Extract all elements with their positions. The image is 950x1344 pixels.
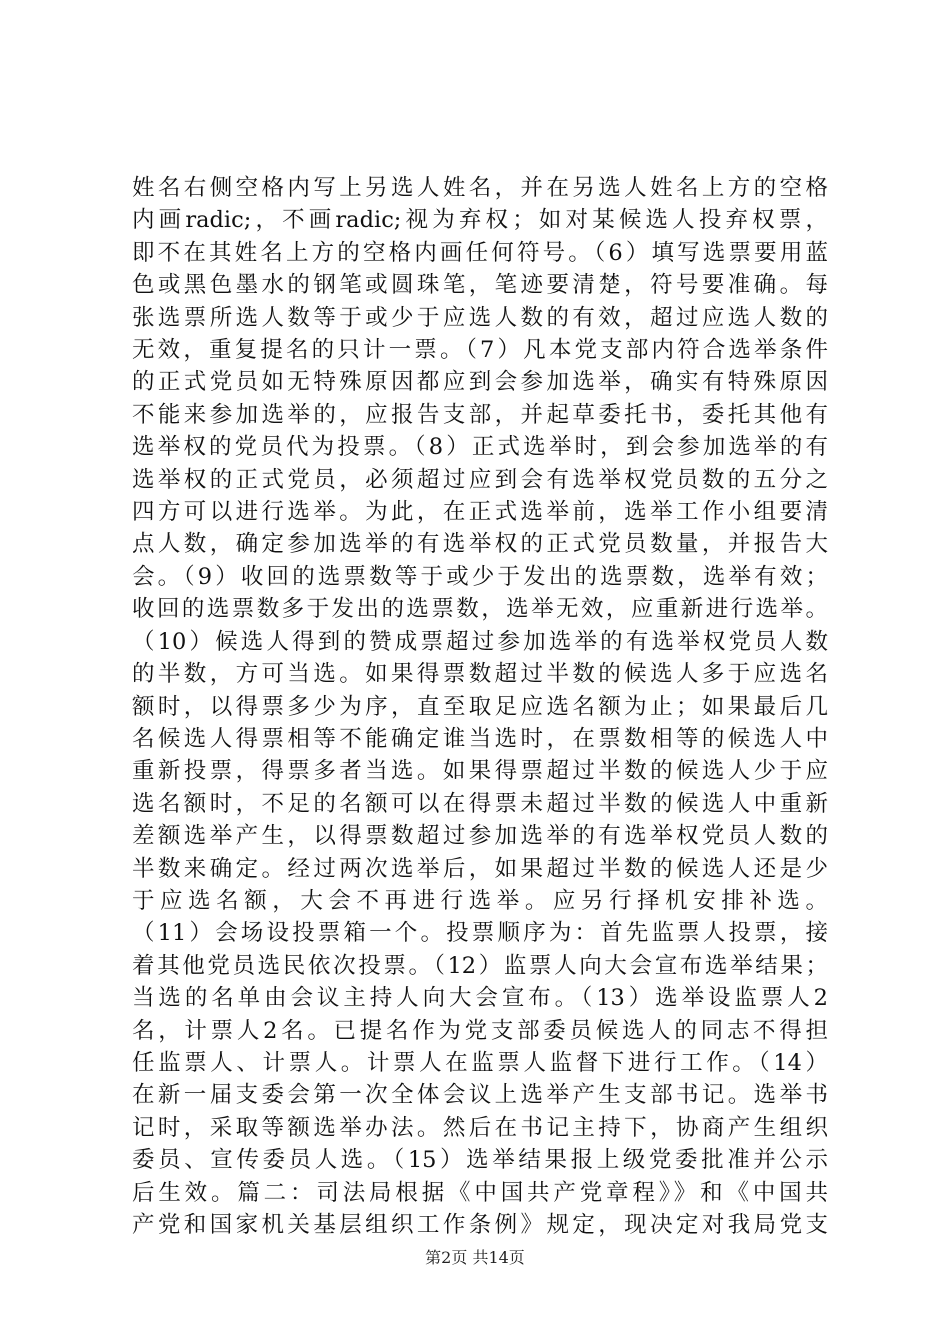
text-line: 记时，采取等额选举办法。然后在书记主持下，协商产生组织 [132, 1114, 828, 1141]
text-line: 后生效。篇二：司法局根据《中国共产党章程》》和《中国共 [132, 1179, 828, 1206]
text-line: 差额选举产生，以得票数超过参加选举的有选举权党员人数的 [132, 823, 828, 850]
page-number-label: 第2页 共14页 [425, 1248, 525, 1267]
text-line: 选举权的党员代为投票。（8）正式选举时，到会参加选举的有 [132, 434, 828, 461]
text-line: 张选票所选人数等于或少于应选人数的有效，超过应选人数的 [132, 304, 828, 331]
text-line: 名候选人得票相等不能确定谁当选时，在票数相等的候选人中 [132, 725, 828, 752]
text-line: 内画radic;，不画radic;视为弃权；如对某候选人投弃权票， [132, 207, 828, 234]
text-line: 点人数，确定参加选举的有选举权的正式党员数量，并报告大 [132, 531, 828, 558]
text-line: 选名额时，不足的名额可以在得票未超过半数的候选人中重新 [132, 790, 828, 817]
text-line: 额时，以得票多少为序，直至取足应选名额为止；如果最后几 [132, 693, 828, 720]
page-footer [0, 1245, 950, 1268]
text-line: 任监票人、计票人。计票人在监票人监督下进行工作。（14） [132, 1049, 828, 1076]
body-text [132, 172, 828, 1241]
text-line: 的半数，方可当选。如果得票数超过半数的候选人多于应选名 [132, 661, 828, 688]
text-line: 四方可以进行选举。为此，在正式选举前，选举工作小组要清 [132, 499, 828, 526]
text-line: 在新一届支委会第一次全体会议上选举产生支部书记。选举书 [132, 1082, 828, 1109]
text-line: 产党和国家机关基层组织工作条例》规定，现决定对我局党支 [132, 1212, 828, 1238]
text-line: 会。（9）收回的选票数等于或少于发出的选票数，选举有效； [132, 563, 828, 590]
text-line: （10）候选人得到的赞成票超过参加选举的有选举权党员人数 [132, 628, 828, 655]
text-line: 当选的名单由会议主持人向大会宣布。（13）选举设监票人2 [132, 985, 828, 1012]
text-line: 即不在其姓名上方的空格内画任何符号。（6）填写选票要用蓝 [132, 239, 828, 266]
text-line: 收回的选票数多于发出的选票数，选举无效，应重新进行选举。 [132, 596, 828, 623]
text-line: 选举权的正式党员，必须超过应到会有选举权党员数的五分之 [132, 466, 828, 493]
text-line: 色或黑色墨水的钢笔或圆珠笔，笔迹要清楚，符号要准确。每 [132, 272, 828, 299]
text-line: 无效，重复提名的只计一票。（7）凡本党支部内符合选举条件 [132, 337, 828, 364]
text-line: 名，计票人2名。已提名作为党支部委员候选人的同志不得担 [132, 1017, 828, 1044]
text-line: 不能来参加选举的，应报告支部，并起草委托书，委托其他有 [132, 401, 828, 428]
text-line: 姓名右侧空格内写上另选人姓名，并在另选人姓名上方的空格 [132, 175, 828, 201]
text-line: 于应选名额，大会不再进行选举。应另行择机安排补选。 [132, 887, 828, 914]
text-line: 半数来确定。经过两次选举后，如果超过半数的候选人还是少 [132, 855, 828, 882]
text-line: 委员、宣传委员人选。（15）选举结果报上级党委批准并公示 [132, 1147, 828, 1174]
text-line: 的正式党员如无特殊原因都应到会参加选举，确实有特殊原因 [132, 369, 828, 396]
text-line: （11）会场设投票箱一个。投票顺序为：首先监票人投票，接 [132, 920, 828, 947]
text-line: 重新投票，得票多者当选。如果得票超过半数的候选人少于应 [132, 758, 828, 785]
text-line: 着其他党员选民依次投票。（12）监票人向大会宣布选举结果； [132, 952, 828, 979]
